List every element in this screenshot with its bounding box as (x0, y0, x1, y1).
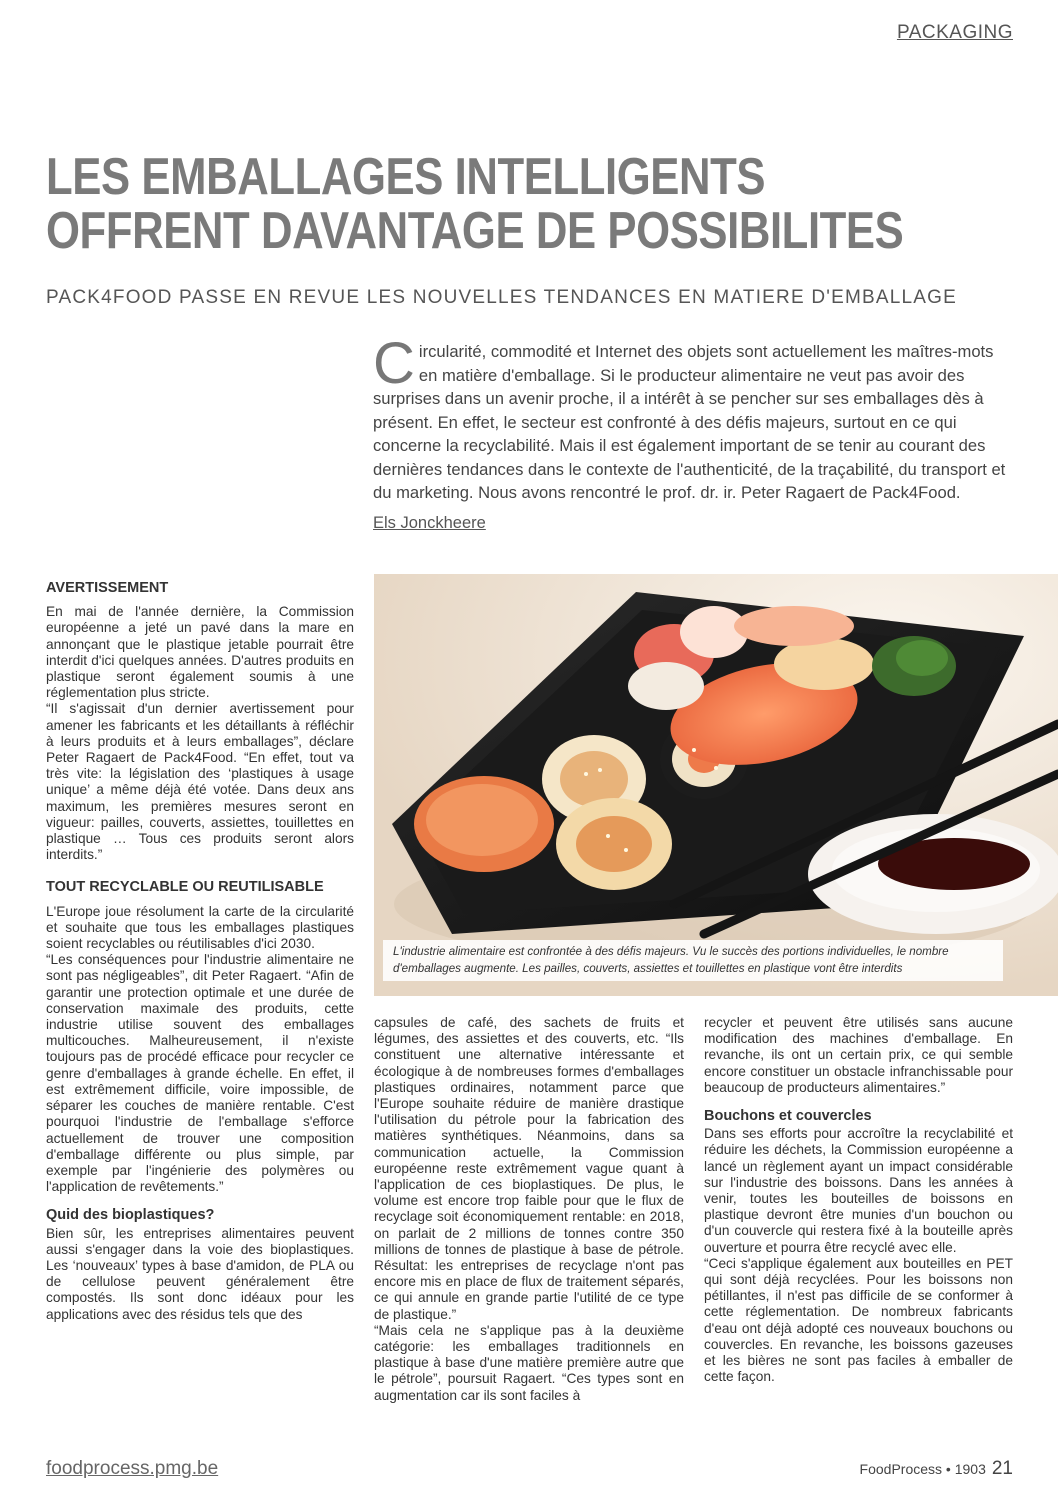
heading-avertissement: AVERTISSEMENT (46, 580, 169, 596)
column-3 (704, 1015, 1013, 1385)
column-1 (46, 580, 354, 1323)
issue-label: FoodProcess • 1903 (859, 1461, 986, 1477)
photo-caption (383, 940, 1003, 981)
paragraph: L'Europe joue résolument la carte de la circularité et souhaite que tous les emballages plastiques soient recyclables ou réutilisables d'ici 2030. (46, 903, 354, 952)
article-intro (373, 331, 1013, 505)
paragraph: Bien sûr, les entreprises alimentaires peuvent aussi s'engager dans la voie des bioplastiques. Les ‘nouveaux’ types à base d'amidon, de PLA ou de cellulose peuvent généralement être compostés. Ils sont donc idéaux pour les applications avec des résidus tels que des (46, 1225, 354, 1322)
paragraph: “Mais cela ne s'applique pas à la deuxième catégorie: les emballages traditionnels en plastique à base d'une matière première autre que le pétrole”, poursuit Ragaert. “Ces types sont en augmentation car ils sont faciles à (374, 1322, 684, 1403)
section-tag: PACKAGING (896, 22, 1013, 43)
heading-recyclable: TOUT RECYCLABLE OU REUTILISABLE (46, 879, 324, 896)
paragraph: En mai de l'année dernière, la Commission européenne a jeté un pavé dans la mare en annonçant que le plastique jetable pourrait être interdit d'ici quelques années. D'autres produits en plastique seront également soumis à une réglementation plus stricte. (46, 604, 354, 701)
sushi-photo (374, 574, 1058, 996)
article-subtitle: PACK4FOOD PASSE EN REVUE LES NOUVELLES TENDANCES EN MATIERE D'EMBALLAGE (46, 287, 957, 308)
paragraph: “Il s'agissait d'un dernier avertissement pour amener les fabricants et les détaillants à réfléchir à leurs produits et à leurs emballages”, déclare Peter Ragaert de Pack4Food. “En effet, tout va très vite: la législation des ‘plastiques à usage unique’ a même déjà été votée. Dans deux ans maximum, les premières mesures seront en vigueur: pailles, couverts, assiettes, touillettes en plastique … Tous ces produits seront alors interdits.” (46, 701, 354, 863)
heading-bioplastiques: Quid des bioplastiques? (46, 1207, 215, 1224)
column-2 (374, 1015, 684, 1404)
paragraph: “Ceci s'applique également aux bouteilles en PET qui sont déjà recyclées. Pour les boissons non pétillantes, il n'est pas difficile de se conformer à cette réglementation. De nombreux fabricants d'eau ont déjà adopté ces nouveaux bouchons ou couvercles. En revanche, les boissons gazeuses et les bières ne sont pas faciles à emballer de cette façon. (704, 1255, 1013, 1385)
paragraph: capsules de café, des sachets de fruits et légumes, des assiettes et des couverts, etc. “Ils constituent une alternative intéressante et écologique à de nombreuses formes d'emballages plastiques ordinaires, notamment parce que l'Europe souhaite réduire de manière drastique l'utilisation du pétrole pour la fabrication des matières synthétiques. Néanmoins, dans sa communication actuelle, la Commission européenne reste extrêmement vague quant à l'application de ces bioplastiques. De plus, le volume est encore trop faible pour que le flux de recyclage soit économiquement rentable: en 2018, on parlait de 2 millions de tonnes contre 350 millions de tonnes de plastique à base de pétrole. Résultat: les entreprises de recyclage n'ont pas encore mis en place de flux de traitement séparés, ce qui annule en grande partie l'utilité de ce type de plastique.” (374, 1015, 684, 1322)
heading-bouchons: Bouchons et couvercles (704, 1108, 872, 1125)
drop-cap: C (373, 331, 415, 396)
title-line-2: OFFRENT DAVANTAGE DE POSSIBILITES (46, 202, 904, 260)
sushi-illustration (374, 574, 1058, 996)
paragraph: Dans ses efforts pour accroître la recyclabilité et réduire les déchets, la Commission européenne a lancé un règlement ayant un impact considérable sur l'industrie des boissons. Dans les années à venir, toutes les bouteilles de boissons en plastique devront être munies d'un bouchon ou d'un couvercle qui restera fixé à la bouteille après ouverture et pourra être recyclé avec elle. (704, 1126, 1013, 1255)
article-title (46, 150, 1004, 258)
footer-issue (860, 1458, 1013, 1480)
author-byline: Els Jonckheere (373, 514, 486, 532)
paragraph: recycler et peuvent être utilisés sans aucune modification des machines d'emballage. En revanche, ils ont un certain prix, ce qui semble encore constituer un obstacle infranchissable pour beaucoup de producteurs alimentaires.” (704, 1015, 1013, 1095)
page-number: 21 (991, 1458, 1013, 1479)
title-line-1: LES EMBALLAGES INTELLIGENTS (46, 148, 766, 206)
footer-website-link[interactable]: foodprocess.pmg.be (46, 1458, 219, 1479)
caption-line-2: d'emballages augmente. Les pailles, couverts, assiettes et touillettes en plastique vont être interdits (393, 962, 903, 975)
caption-line-1: L'industrie alimentaire est confrontée à des défis majeurs. Vu le succès des portions individuelles, le nombre (393, 945, 949, 958)
paragraph: “Les conséquences pour l'industrie alimentaire ne sont pas négligeables”, dit Peter Ragaert. “Afin de garantir une protection optimale et une durée de conservation maximale des produits, cette industrie utilise souvent des emballages multicouches. Malheureusement, il n'existe toujours pas de procédé efficace pour recycler ce genre d'emballages à grande échelle. En effet, il est extrêmement difficile, voire impossible, de séparer les couches de manière rentable. C'est pourquoi l'industrie de l'emballage s'efforce actuellement de trouver une composition d'emballage différente ou plus simple, par exemple par l'ingénierie des polymères ou l'application de revêtements.” (46, 952, 354, 1195)
intro-text: ircularité, commodité et Internet des objets sont actuellement les maîtres-mots en matière d'emballage. Si le producteur alimentaire ne veut pas avoir des surprises dans un avenir proche, il a intérêt à se pencher sur ses emballages dès à présent. En effet, le secteur est confronté à des défis majeurs, surtout en ce qui concerne la recyclabilité. Mais il est également important de se tenir au courant des dernières tendances dans le contexte de l'authenticité, de la traçabilité, du transport et du marketing. Nous avons rencontré le prof. dr. ir. Peter Ragaert de Pack4Food. (373, 342, 1006, 502)
